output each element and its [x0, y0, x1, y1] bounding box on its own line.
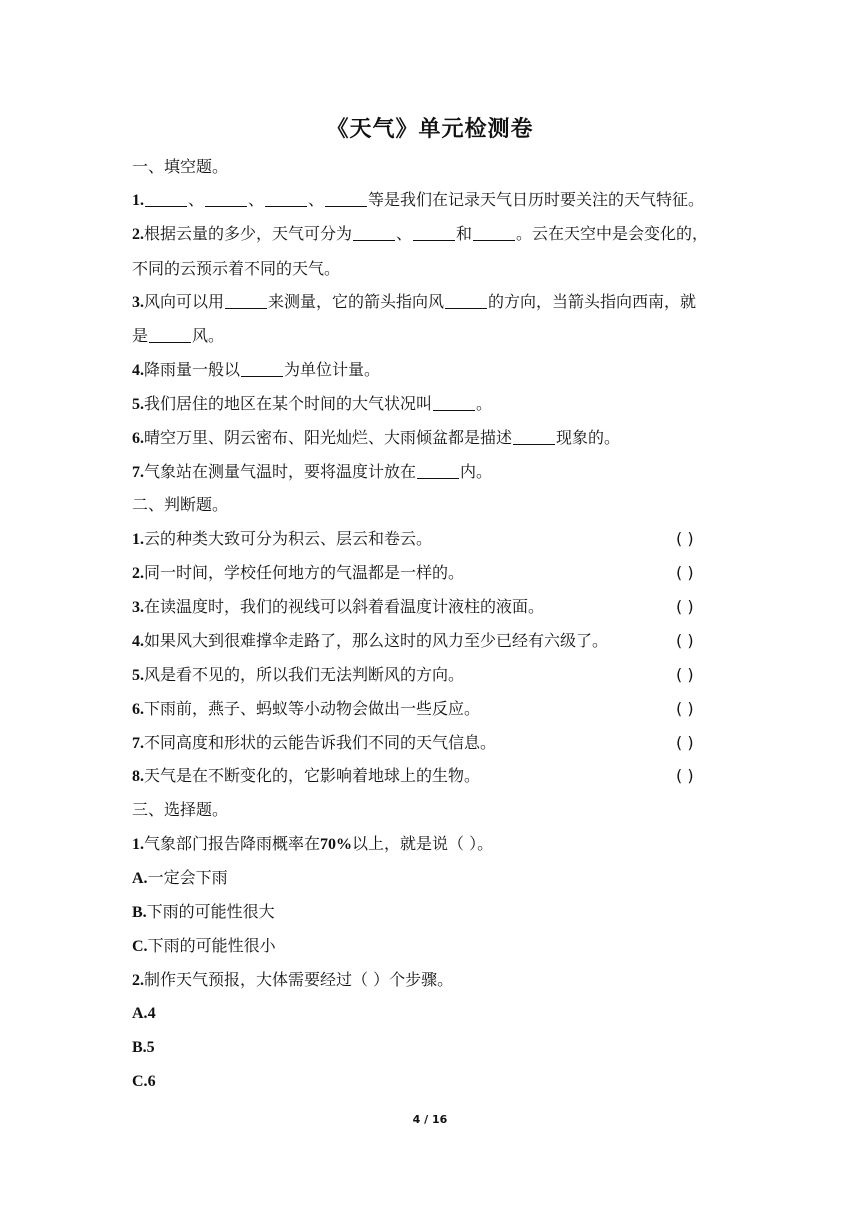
question-number: 4. — [132, 633, 144, 650]
judge-item-5: 5.风是看不见的，所以我们无法判断风的方向。 — [132, 665, 465, 684]
question-number: 6. — [132, 701, 144, 718]
question-number: 6. — [132, 430, 144, 447]
page-number: 4 / 16 — [412, 1113, 448, 1126]
page-title: 《天气》单元检测卷 — [326, 117, 534, 142]
question-number: 7. — [132, 464, 144, 481]
question-number: 5. — [132, 396, 144, 413]
fill-question-4: 4.降雨量一般以 为单位计量。 — [132, 360, 381, 379]
question-number: 2. — [132, 972, 144, 989]
answer-parentheses[interactable]: ( ) — [676, 766, 694, 785]
question-number: 2. — [132, 565, 144, 582]
answer-blank[interactable] — [149, 326, 191, 343]
section-heading-fill: 一、填空题。 — [132, 157, 229, 176]
choice-option[interactable]: B.下雨的可能性很大 — [132, 902, 275, 921]
judge-item-2: 2.同一时间，学校任何地方的气温都是一样的。 — [132, 563, 465, 582]
answer-parentheses[interactable]: ( ) — [676, 665, 694, 684]
answer-blank[interactable] — [225, 292, 267, 309]
answer-blank[interactable] — [205, 190, 247, 207]
answer-blank[interactable] — [473, 224, 515, 241]
question-number: 5. — [132, 667, 144, 684]
choice-question-2: 2.制作天气预报，大体需要经过（ ）个步骤。 — [132, 970, 454, 989]
question-number: 1. — [132, 531, 144, 548]
question-number: 1. — [132, 836, 144, 853]
choice-option[interactable]: C.下雨的可能性很小 — [132, 936, 276, 955]
answer-parentheses[interactable]: ( ) — [676, 733, 694, 752]
choice-option[interactable]: A.4 — [132, 1005, 156, 1022]
answer-parentheses[interactable]: ( ) — [676, 597, 694, 616]
answer-blank[interactable] — [433, 394, 475, 411]
question-number: 3. — [132, 599, 144, 616]
question-number: 8. — [132, 768, 144, 785]
fill-question-6: 6.晴空万里、阴云密布、阳光灿烂、大雨倾盆都是描述 现象的。 — [132, 428, 621, 447]
fill-question-3: 3.风向可以用 来测量，它的箭头指向风 的方向，当箭头指向西南，就 — [132, 292, 697, 311]
answer-blank[interactable] — [145, 190, 187, 207]
choice-option[interactable]: A.一定会下雨 — [132, 868, 228, 887]
judge-item-3: 3.在读温度时，我们的视线可以斜着看温度计液柱的液面。 — [132, 597, 545, 616]
fill-question-2: 2.根据云量的多少，天气可分为 、 和 。云在天空中是会变化的， — [132, 224, 709, 243]
section-heading-choice: 三、选择题。 — [132, 800, 229, 819]
judge-item-7: 7.不同高度和形状的云能告诉我们不同的天气信息。 — [132, 733, 497, 752]
judge-item-1: 1.云的种类大致可分为积云、层云和卷云。 — [132, 529, 433, 548]
answer-blank[interactable] — [413, 224, 455, 241]
answer-blank[interactable] — [325, 190, 367, 207]
answer-parentheses[interactable]: ( ) — [676, 631, 694, 650]
answer-blank[interactable] — [353, 224, 395, 241]
fill-question-1: 1. 、 、 、 等是我们在记录天气日历时要关注的天气特征。 — [132, 190, 705, 209]
choice-option[interactable]: C.6 — [132, 1073, 156, 1090]
answer-parentheses[interactable]: ( ) — [676, 699, 694, 718]
answer-parentheses[interactable]: ( ) — [676, 529, 694, 548]
fill-question-5: 5.我们居住的地区在某个时间的大气状况叫 。 — [132, 394, 493, 413]
question-number: 3. — [132, 294, 144, 311]
question-number: 4. — [132, 362, 144, 379]
answer-blank[interactable] — [265, 190, 307, 207]
fill-question-7: 7.气象站在测量气温时，要将温度计放在 内。 — [132, 462, 493, 481]
fill-question-3-continued: 是 风。 — [132, 326, 225, 345]
judge-item-4: 4.如果风大到很难撑伞走路了，那么这时的风力至少已经有六级了。 — [132, 631, 609, 650]
question-number: 2. — [132, 226, 144, 243]
judge-item-8: 8.天气是在不断变化的，它影响着地球上的生物。 — [132, 766, 481, 785]
section-heading-judge: 二、判断题。 — [132, 495, 229, 514]
answer-blank[interactable] — [445, 292, 487, 309]
answer-parentheses[interactable]: ( ) — [676, 563, 694, 582]
answer-blank[interactable] — [241, 360, 283, 377]
fill-question-2-continued: 不同的云预示着不同的天气。 — [132, 259, 341, 278]
question-number: 1. — [132, 192, 144, 209]
answer-blank[interactable] — [417, 462, 459, 479]
choice-option[interactable]: B.5 — [132, 1039, 155, 1056]
answer-blank[interactable] — [513, 428, 555, 445]
judge-item-6: 6.下雨前，燕子、蚂蚁等小动物会做出一些反应。 — [132, 699, 481, 718]
question-number: 7. — [132, 735, 144, 752]
choice-question-1: 1.气象部门报告降雨概率在70%以上，就是说（ ）。 — [132, 834, 494, 853]
